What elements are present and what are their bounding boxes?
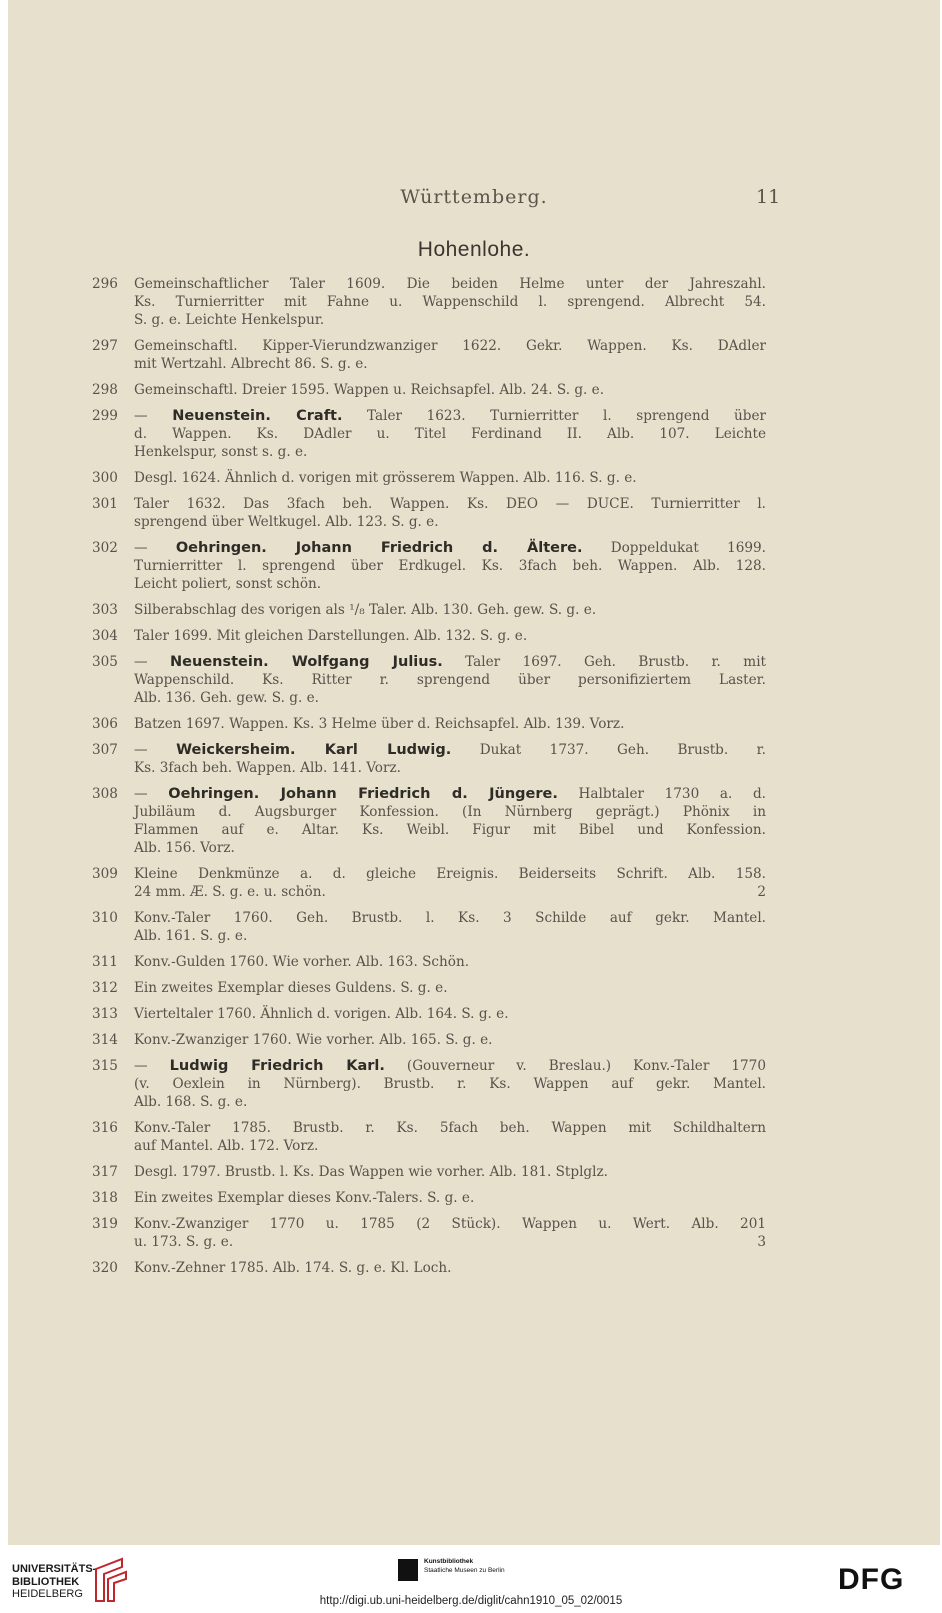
entry-number: 317 xyxy=(92,1164,118,1180)
catalogue-entry xyxy=(8,1259,766,1277)
entry-text: Ks. Turnierritter mit Fahne u. Wappenschild l. sprengend. Albrecht 54. xyxy=(134,294,766,310)
entry-number: 312 xyxy=(92,980,118,996)
catalogue-entry xyxy=(8,1057,766,1111)
entry-line xyxy=(134,1233,766,1251)
scanned-page xyxy=(8,0,940,1545)
entry-number: 319 xyxy=(92,1216,118,1232)
entry-line xyxy=(134,883,766,901)
entry-line xyxy=(134,601,766,619)
entry-line xyxy=(134,653,766,671)
entry-text: Flammen auf e. Altar. Ks. Weibl. Figur mit Bibel und Konfession. xyxy=(134,822,766,838)
entry-line xyxy=(134,741,766,759)
entry-quantity: 3 xyxy=(757,1234,766,1250)
entry-line xyxy=(134,575,766,593)
entry-dash: — xyxy=(134,540,176,556)
entry-number: 302 xyxy=(92,540,118,556)
entry-line xyxy=(134,425,766,443)
catalogue-entry xyxy=(8,539,766,593)
entry-text: Konv.-Zwanziger 1770 u. 1785 (2 Stück). Wappen u. Wert. Alb. 201 xyxy=(134,1216,766,1232)
entry-text: Konv.-Taler 1785. Brustb. r. Ks. 5fach beh. Wappen mit Schildhaltern xyxy=(134,1120,766,1136)
catalogue-entry xyxy=(8,1005,766,1023)
entry-line xyxy=(134,275,766,293)
entry-text: Halbtaler 1730 a. d. xyxy=(557,786,766,802)
entry-text: 24 mm. Æ. S. g. e. u. schön. xyxy=(134,884,326,900)
entry-line xyxy=(134,979,766,997)
dfg-logo[interactable]: DFG xyxy=(838,1563,905,1596)
entry-line xyxy=(134,715,766,733)
entry-dash: — xyxy=(134,654,171,670)
entry-line xyxy=(134,1259,766,1277)
entry-line xyxy=(134,443,766,461)
entry-number: 303 xyxy=(92,602,118,618)
catalogue-entries xyxy=(8,275,940,1285)
entry-text: Gemeinschaftlicher Taler 1609. Die beiden Helme unter der Jahreszahl. xyxy=(134,276,766,292)
footer-bar xyxy=(0,1545,942,1613)
entry-line xyxy=(134,1137,766,1155)
entry-number: 308 xyxy=(92,786,118,802)
entry-line xyxy=(134,1075,766,1093)
catalogue-entry xyxy=(8,741,766,777)
entry-line xyxy=(134,1031,766,1049)
entry-line xyxy=(134,839,766,857)
entry-number: 318 xyxy=(92,1190,118,1206)
entry-number: 320 xyxy=(92,1260,118,1276)
running-head-title: Württemberg. xyxy=(400,186,548,208)
entry-number: 298 xyxy=(92,382,118,398)
entry-line xyxy=(134,1093,766,1111)
catalogue-entry xyxy=(8,495,766,531)
entry-line xyxy=(134,1215,766,1233)
entry-text: Konv.-Gulden 1760. Wie vorher. Alb. 163. Schön. xyxy=(134,954,470,970)
library-line-2: BIBLIOTHEK xyxy=(12,1575,80,1588)
entry-text: sprengend über Weltkugel. Alb. 123. S. g. e. xyxy=(134,514,439,530)
entry-number: 309 xyxy=(92,866,118,882)
entry-number: 305 xyxy=(92,654,118,670)
entry-text: Silberabschlag des vorigen als ¹/₈ Taler. Alb. 130. Geh. gew. S. g. e. xyxy=(134,602,597,618)
entry-text: Gemeinschaftl. Dreier 1595. Wappen u. Reichsapfel. Alb. 24. S. g. e. xyxy=(134,382,605,398)
entry-line xyxy=(134,469,766,487)
entry-number: 307 xyxy=(92,742,118,758)
catalogue-entry xyxy=(8,1215,766,1251)
entry-text: Konv.-Zehner 1785. Alb. 174. S. g. e. Kl. Loch. xyxy=(134,1260,452,1276)
entry-heading: Oehringen. Johann Friedrich d. Jüngere. xyxy=(168,786,558,802)
entry-line xyxy=(134,495,766,513)
entry-line xyxy=(134,759,766,777)
entry-heading: Ludwig Friedrich Karl. xyxy=(169,1058,385,1074)
library-line-1: UNIVERSITÄTS- xyxy=(12,1563,97,1575)
catalogue-entry xyxy=(8,715,766,733)
section-title: Hohenlohe. xyxy=(417,238,531,261)
catalogue-entry xyxy=(8,865,766,901)
entry-text: Alb. 136. Geh. gew. S. g. e. xyxy=(134,690,319,706)
partner-subtitle: Staatliche Museen zu Berlin xyxy=(424,1567,505,1574)
entry-line xyxy=(134,1057,766,1075)
entry-line xyxy=(134,909,766,927)
entry-number: 314 xyxy=(92,1032,118,1048)
entry-line xyxy=(134,953,766,971)
entry-line xyxy=(134,627,766,645)
entry-line xyxy=(134,311,766,329)
entry-text: Alb. 168. S. g. e. xyxy=(134,1094,248,1110)
entry-text: S. g. e. Leichte Henkelspur. xyxy=(134,312,325,328)
entry-dash: — xyxy=(134,1058,170,1074)
entry-line xyxy=(134,407,766,425)
entry-number: 315 xyxy=(92,1058,118,1074)
entry-number: 300 xyxy=(92,470,118,486)
catalogue-entry xyxy=(8,337,766,373)
entry-number: 297 xyxy=(92,338,118,354)
catalogue-entry xyxy=(8,1119,766,1155)
entry-line xyxy=(134,865,766,883)
partner-name: Kunstbibliothek xyxy=(424,1558,474,1565)
catalogue-entry xyxy=(8,653,766,707)
entry-text: Doppeldukat 1699. xyxy=(582,540,766,556)
catalogue-entry xyxy=(8,909,766,945)
entry-line xyxy=(134,803,766,821)
entry-line xyxy=(134,927,766,945)
library-line-3: HEIDELBERG xyxy=(12,1588,83,1600)
entry-number: 304 xyxy=(92,628,118,644)
entry-heading: Weickersheim. Karl Ludwig. xyxy=(176,742,452,758)
entry-number: 299 xyxy=(92,408,118,424)
catalogue-entry xyxy=(8,407,766,461)
catalogue-entry xyxy=(8,627,766,645)
entry-line xyxy=(134,557,766,575)
entry-text: Wappenschild. Ks. Ritter r. sprengend über personifiziertem Laster. xyxy=(134,672,766,688)
entry-quantity: 2 xyxy=(757,884,766,900)
entry-line xyxy=(134,1005,766,1023)
entry-number: 313 xyxy=(92,1006,118,1022)
partner-logo-icon xyxy=(398,1559,418,1581)
entry-text: Konv.-Zwanziger 1760. Wie vorher. Alb. 165. S. g. e. xyxy=(134,1032,493,1048)
entry-dash: — xyxy=(134,408,173,424)
entry-line xyxy=(134,513,766,531)
catalogue-entry xyxy=(8,979,766,997)
permalink-url[interactable]: http://digi.ub.uni-heidelberg.de/diglit/cahn1910_05_02/0015 xyxy=(319,1595,623,1607)
catalogue-entry xyxy=(8,601,766,619)
entry-line xyxy=(134,1119,766,1137)
entry-dash: — xyxy=(134,786,169,802)
entry-line xyxy=(134,1163,766,1181)
catalogue-entry xyxy=(8,1031,766,1049)
catalogue-entry xyxy=(8,469,766,487)
entry-text: mit Wertzahl. Albrecht 86. S. g. e. xyxy=(134,356,368,372)
entry-text: Ein zweites Exemplar dieses Konv.-Talers. S. g. e. xyxy=(134,1190,475,1206)
page-number: 11 xyxy=(756,186,781,208)
entry-text: Vierteltaler 1760. Ähnlich d. vorigen. Alb. 164. S. g. e. xyxy=(134,1006,509,1022)
entry-text: auf Mantel. Alb. 172. Vorz. xyxy=(134,1138,319,1154)
entry-heading: Neuenstein. Craft. xyxy=(172,408,343,424)
entry-text: Alb. 161. S. g. e. xyxy=(134,928,248,944)
entry-heading: Oehringen. Johann Friedrich d. Ältere. xyxy=(175,540,583,556)
catalogue-entry xyxy=(8,275,766,329)
entry-text: Kleine Denkmünze a. d. gleiche Ereignis. Beiderseits Schrift. Alb. 158. xyxy=(134,866,766,882)
entry-text: Desgl. 1624. Ähnlich d. vorigen mit grösserem Wappen. Alb. 116. S. g. e. xyxy=(134,470,637,486)
entry-line xyxy=(134,293,766,311)
entry-number: 310 xyxy=(92,910,118,926)
entry-text: Ks. 3fach beh. Wappen. Alb. 141. Vorz. xyxy=(134,760,401,776)
entry-number: 301 xyxy=(92,496,118,512)
entry-line xyxy=(134,381,766,399)
entry-text: Batzen 1697. Wappen. Ks. 3 Helme über d. Reichsapfel. Alb. 139. Vorz. xyxy=(134,716,625,732)
entry-text: Dukat 1737. Geh. Brustb. r. xyxy=(451,742,766,758)
entry-text: d. Wappen. Ks. DAdler u. Titel Ferdinand II. Alb. 107. Leichte xyxy=(134,426,766,442)
entry-text: Ein zweites Exemplar dieses Guldens. S. g. e. xyxy=(134,980,448,996)
entry-text: Taler 1623. Turnierritter l. sprengend über xyxy=(342,408,766,424)
entry-text: Konv.-Taler 1760. Geh. Brustb. l. Ks. 3 Schilde auf gekr. Mantel. xyxy=(134,910,766,926)
catalogue-entry xyxy=(8,381,766,399)
entry-line xyxy=(134,337,766,355)
entry-text: Desgl. 1797. Brustb. l. Ks. Das Wappen wie vorher. Alb. 181. Stplglz. xyxy=(134,1164,608,1180)
entry-number: 296 xyxy=(92,276,118,292)
entry-line xyxy=(134,785,766,803)
entry-line xyxy=(134,671,766,689)
entry-text: Leicht poliert, sonst schön. xyxy=(134,576,322,592)
entry-line xyxy=(134,1189,766,1207)
catalogue-entry xyxy=(8,785,766,857)
entry-text: Taler 1699. Mit gleichen Darstellungen. Alb. 132. S. g. e. xyxy=(134,628,528,644)
entry-text: Alb. 156. Vorz. xyxy=(134,840,235,856)
entry-text: Gemeinschaftl. Kipper-Vierundzwanziger 1622. Gekr. Wappen. Ks. DAdler xyxy=(134,338,766,354)
entry-text: Taler 1632. Das 3fach beh. Wappen. Ks. DEO — DUCE. Turnierritter l. xyxy=(134,496,766,512)
entry-line xyxy=(134,355,766,373)
entry-line xyxy=(134,689,766,707)
entry-text: (v. Oexlein in Nürnberg). Brustb. r. Ks. Wappen auf gekr. Mantel. xyxy=(134,1076,766,1092)
catalogue-entry xyxy=(8,1163,766,1181)
entry-number: 311 xyxy=(92,954,118,970)
catalogue-entry xyxy=(8,953,766,971)
catalogue-entry xyxy=(8,1189,766,1207)
entry-text: Turnierritter l. sprengend über Erdkugel. Ks. 3fach beh. Wappen. Alb. 128. xyxy=(134,558,766,574)
entry-heading: Neuenstein. Wolfgang Julius. xyxy=(170,654,443,670)
entry-number: 306 xyxy=(92,716,118,732)
entry-text: Taler 1697. Geh. Brustb. r. mit xyxy=(442,654,767,670)
entry-line xyxy=(134,821,766,839)
entry-text: Jubiläum d. Augsburger Konfession. (In Nürnberg geprägt.) Phönix in xyxy=(134,804,766,820)
entry-text: Henkelspur, sonst s. g. e. xyxy=(134,444,308,460)
entry-text: u. 173. S. g. e. xyxy=(134,1234,234,1250)
entry-line xyxy=(134,539,766,557)
entry-text: (Gouverneur v. Breslau.) Konv.-Taler 1770 xyxy=(384,1058,766,1074)
entry-number: 316 xyxy=(92,1120,118,1136)
entry-dash: — xyxy=(134,742,177,758)
